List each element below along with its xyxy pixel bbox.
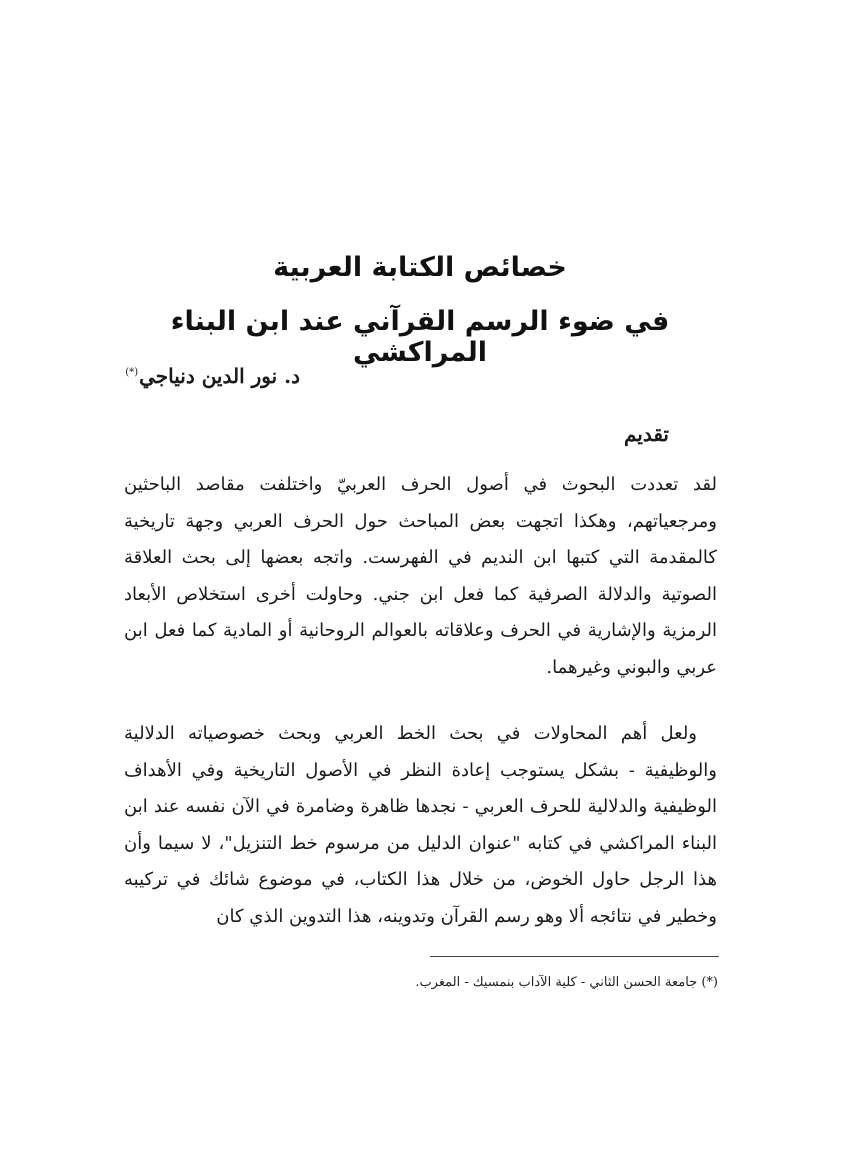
author-line bbox=[125, 364, 300, 388]
section-heading: تقديم bbox=[623, 422, 669, 446]
body-paragraph-2: ولعل أهم المحاولات في بحث الخط العربي وبحث خصوصياته الدلالية والوظيفية - بشكل يستوجب إعادة النظر في الأصول التاريخية وفي الأهداف الوظيفية والدلالية للحرف العربي - نجدها ظاهرة وضامرة في الآن نفسه عند ابن البناء المراكشي في كتابه "عنوان الدليل من مرسوم خط التنزيل"، لا سيما وأن هذا الرجل حاول الخوض، من خلال هذا الكتاب، في موضوع شائك في تركيبه وخطير في نتائجه ألا وهو رسم القرآن وتدوينه، هذا التدوين الذي كان bbox=[124, 723, 717, 927]
page-title: خصائص الكتابة العربية bbox=[273, 252, 567, 283]
footnote-divider bbox=[430, 956, 719, 957]
page-subtitle: في ضوء الرسم القرآني عند ابن البناء المراكشي bbox=[170, 306, 670, 368]
author-name: د. نور الدين دنياجي bbox=[139, 364, 300, 388]
footnote: (*) جامعة الحسن الثاني - كلية الآداب بنمسيك - المغرب. bbox=[415, 975, 718, 990]
author-footnote-marker[interactable]: (*) bbox=[125, 367, 139, 379]
body-paragraph-1: لقد تعددت البحوث في أصول الحرف العربيّ واختلفت مقاصد الباحثين ومرجعياتهم، وهكذا اتجهت بعض المباحث حول الحرف العربي وجهة تاريخية كالمقدمة التي كتبها ابن النديم في الفهرست. واتجه بعضها إلى بحث العلاقة الصوتية والدلالة الصرفية كما فعل ابن جني. وحاولت أخرى استخلاص الأبعاد الرمزية والإشارية في الحرف وعلاقاته بالعوالم الروحانية أو المادية كما فعل ابن عربي والبوني وغيرهما. bbox=[124, 474, 717, 678]
